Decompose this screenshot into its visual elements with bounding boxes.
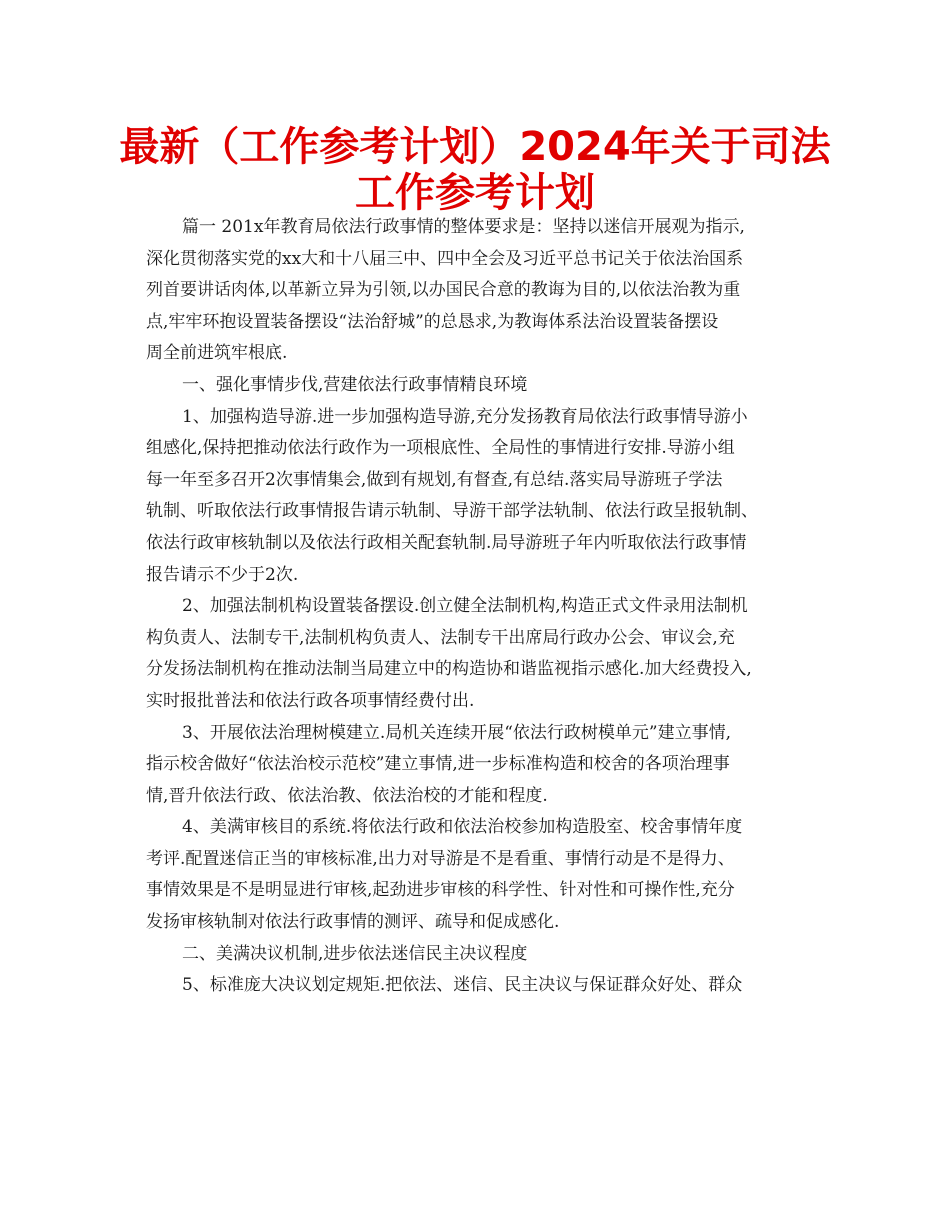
paragraph (146, 370, 818, 402)
paragraph-line: 一、强化事情步伐,营建依法行政事情精良环境 (182, 374, 528, 395)
paragraph-line: 点,牢牢环抱设置装备摆设“法治舒城”的总恳求,为教诲体系法治设置装备摆设 (146, 311, 719, 332)
paragraph (146, 812, 818, 938)
paragraph-line: 分发扬法制机构在推动法制当局建立中的构造协和谐监视指示感化.加大经费投入, (146, 659, 752, 680)
paragraph-line: 情,晋升依法行政、依法治教、依法治校的才能和程度. (146, 785, 548, 806)
paragraph-line: 实时报批普法和依法行政各项事情经费付出. (146, 690, 475, 711)
paragraph-line: 事情效果是不是明显进行审核,起劲进步审核的科学性、针对性和可操作性,充分 (146, 880, 735, 901)
paragraph-line: 篇一 201x年教育局依法行政事情的整体要求是：坚持以迷信开展观为指示, (182, 217, 745, 237)
paragraph-line: 指示校舍做好“依法治校示范校”建立事情,进一步标准构造和校舍的各项治理事 (146, 754, 730, 775)
paragraph-line: 组感化,保持把推动依法行政作为一项根底性、全局性的事情进行安排.导游小组 (146, 438, 735, 459)
paragraph-line: 考评.配置迷信正当的审核标准,出力对导游是不是看重、事情行动是不是得力、 (146, 848, 735, 869)
paragraph (146, 402, 818, 592)
paragraph-line: 报告请示不少于2次. (146, 564, 299, 585)
paragraph (146, 970, 818, 1002)
paragraph-line: 列首要讲话肉体,以革新立异为引领,以办国民合意的教诲为目的,以依法治教为重 (146, 280, 741, 301)
paragraph-line: 5、标准庞大决议划定规矩.把依法、迷信、民主决议与保证群众好处、群众 (182, 975, 743, 996)
document-title-line-2: 工作参考计划 (355, 170, 595, 216)
document-title-line-1: 最新（工作参考计划）2024年关于司法 (119, 124, 831, 170)
paragraph-line: 每一年至多召开2次事情集会,做到有规划,有督查,有总结.落实局导游班子学法 (146, 469, 723, 490)
paragraph-line: 3、开展依法治理树模建立.局机关连续开展“依法行政树模单元”建立事情, (182, 722, 732, 743)
paragraph-line: 1、加强构造导游.进一步加强构造导游,充分发扬教育局依法行政事情导游小 (182, 406, 748, 427)
document-body (146, 212, 818, 1002)
paragraph-line: 2、加强法制机构设置装备摆设.创立健全法制机构,构造正式文件录用法制机 (182, 596, 748, 617)
paragraph-line: 4、美满审核目的系统.将依法行政和依法治校参加构造股室、校舍事情年度 (182, 817, 743, 838)
paragraph (146, 939, 818, 971)
paragraph-line: 周全前进筑牢根底. (146, 343, 288, 364)
paragraph-line: 轨制、听取依法行政事情报告请示轨制、导游干部学法轨制、依法行政呈报轨制、 (146, 501, 758, 522)
paragraph-line: 发扬审核轨制对依法行政事情的测评、疏导和促成感化. (146, 912, 560, 933)
paragraph (146, 718, 818, 813)
paragraph-line: 依法行政审核轨制以及依法行政相关配套轨制.局导游班子年内听取依法行政事情 (146, 532, 747, 553)
paragraph-line: 二、美满决议机制,进步依法迷信民主决议程度 (182, 943, 528, 964)
paragraph-line: 构负责人、法制专干,法制机构负责人、法制专干出席局行政办公会、审议会,充 (146, 627, 735, 648)
paragraph (146, 591, 818, 717)
paragraph (146, 212, 818, 370)
paragraph-line: 深化贯彻落实党的xx大和十八届三中、四中全会及习近平总书记关于依法治国系 (146, 248, 744, 269)
